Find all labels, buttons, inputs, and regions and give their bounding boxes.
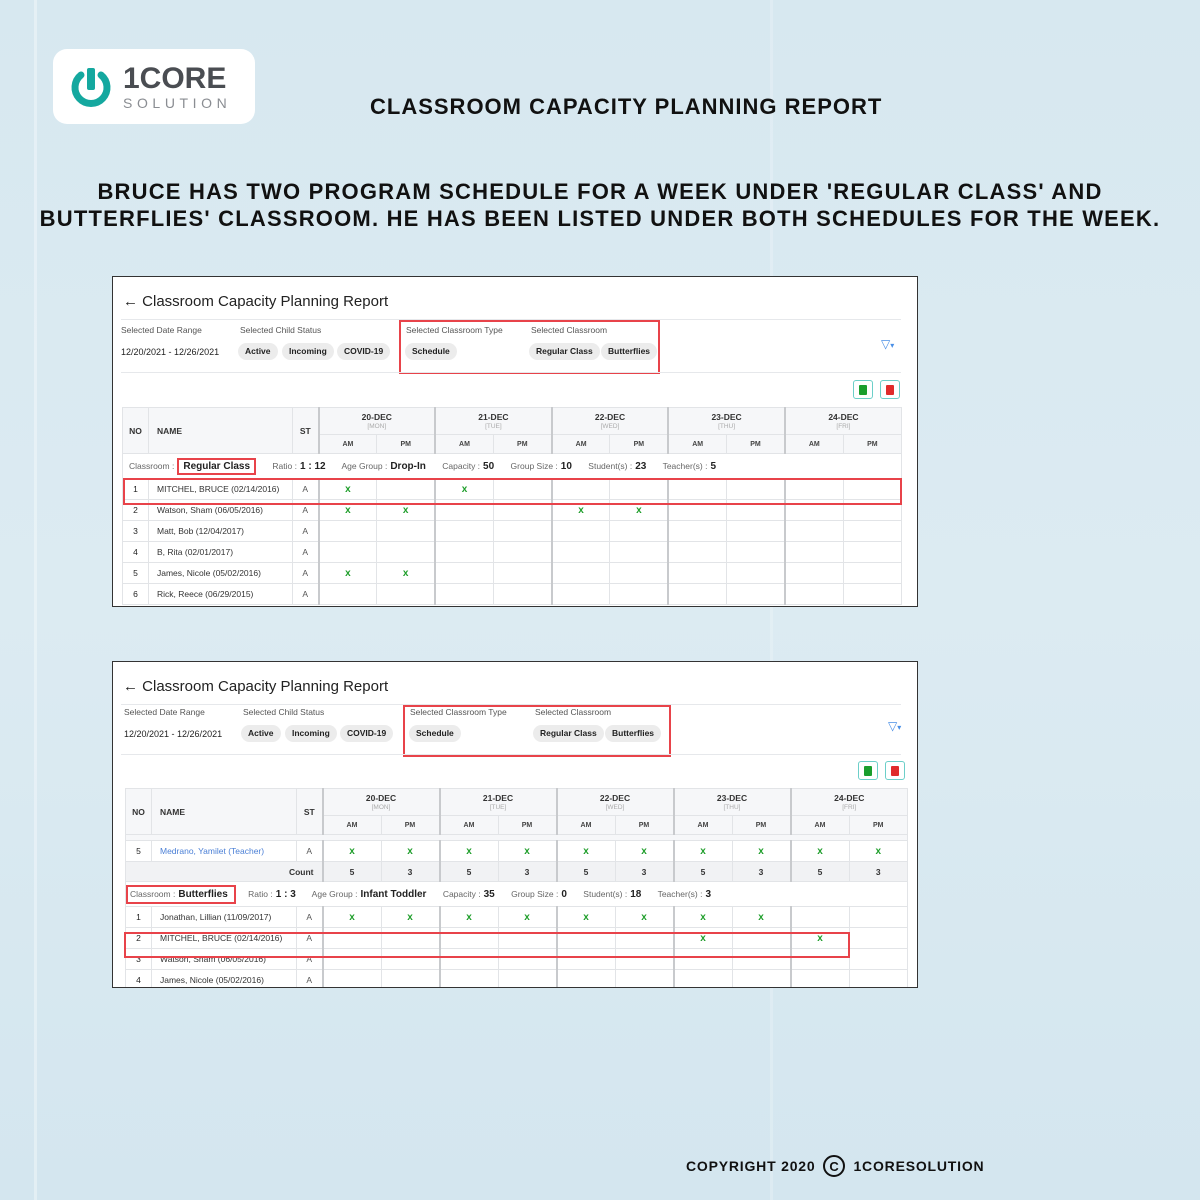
cell-st: A [293, 563, 319, 584]
col-day-5: 24-DEC [FRI] [785, 408, 902, 435]
schedule-cell [727, 542, 785, 563]
schedule-cell: x [849, 841, 908, 862]
schedule-cell [785, 584, 843, 605]
copyright-icon: C [823, 1155, 845, 1177]
cell-no: 3 [126, 949, 152, 970]
pdf-file-icon [891, 766, 899, 776]
col-day-3: 22-DEC [WED] [557, 789, 674, 816]
classroom-type-label: Selected Classroom Type [406, 325, 503, 335]
schedule-cell: x [732, 841, 791, 862]
export-excel-button[interactable] [858, 761, 878, 780]
col-pm: PM [615, 816, 674, 835]
schedule-cell [615, 970, 674, 989]
col-pm: PM [610, 435, 668, 454]
count-label: Count [126, 862, 323, 882]
schedule-cell [849, 928, 908, 949]
schedule-cell: x [319, 500, 377, 521]
chip-schedule[interactable]: Schedule [409, 725, 461, 742]
col-am: AM [791, 816, 850, 835]
table-row[interactable] [123, 584, 902, 605]
schedule-cell [377, 584, 435, 605]
chip-incoming[interactable]: Incoming [282, 343, 334, 360]
cell-name[interactable]: B, Rita (02/01/2017) [149, 542, 293, 563]
col-day-2: 21-DEC [TUE] [440, 789, 557, 816]
schedule-cell: x [732, 907, 791, 928]
report-title[interactable]: ← Classroom Capacity Planning Report [123, 293, 389, 310]
schedule-cell [440, 970, 499, 989]
schedule-cell [732, 970, 791, 989]
chip-active[interactable]: Active [238, 343, 278, 360]
schedule-cell [610, 563, 668, 584]
schedule-cell [377, 521, 435, 542]
schedule-cell: x [791, 928, 850, 949]
chip-butterflies[interactable]: Butterflies [601, 343, 657, 360]
cell-name[interactable]: James, Nicole (05/02/2016) [149, 563, 293, 584]
report-title[interactable]: ← Classroom Capacity Planning Report [123, 678, 389, 695]
schedule-cell: x [610, 500, 668, 521]
schedule-cell: x [498, 841, 557, 862]
pdf-file-icon [886, 385, 894, 395]
cell-name[interactable]: Matt, Bob (12/04/2017) [149, 521, 293, 542]
highlight-filter-box [399, 320, 660, 374]
schedule-cell [319, 584, 377, 605]
schedule-cell [849, 907, 908, 928]
logo-wordmark: 1CORE [123, 61, 227, 95]
col-name: NAME [152, 789, 297, 835]
schedule-cell [381, 970, 440, 989]
schedule-cell [849, 970, 908, 989]
cell-name[interactable]: Watson, Sham (06/05/2016) [149, 500, 293, 521]
col-pm: PM [493, 435, 551, 454]
excel-file-icon [859, 385, 867, 395]
chip-schedule[interactable]: Schedule [405, 343, 457, 360]
page-title: CLASSROOM CAPACITY PLANNING REPORT [370, 94, 883, 119]
schedule-cell [493, 542, 551, 563]
classroom-label: Selected Classroom [535, 707, 612, 717]
schedule-cell [843, 542, 901, 563]
cell-name[interactable]: Jonathan, Lillian (11/09/2017) [152, 907, 297, 928]
cell-name[interactable]: MITCHEL, BRUCE (02/14/2016) [149, 479, 293, 500]
schedule-cell [610, 584, 668, 605]
filter-icon[interactable]: ▽▾ [888, 719, 902, 733]
cell-no: 3 [123, 521, 149, 542]
col-pm: PM [498, 816, 557, 835]
cell-no: 6 [123, 584, 149, 605]
cell-name[interactable]: Medrano, Yamilet (Teacher) [152, 841, 297, 862]
company-logo [53, 49, 255, 124]
schedule-cell [552, 521, 610, 542]
schedule-cell: x [377, 563, 435, 584]
power-logo-icon [69, 65, 113, 109]
schedule-cell: x [557, 907, 616, 928]
cell-st: A [293, 542, 319, 563]
col-pm: PM [732, 816, 791, 835]
schedule-cell [727, 521, 785, 542]
schedule-cell [785, 563, 843, 584]
headline-line-1: BRUCE HAS TWO PROGRAM SCHEDULE FOR A WEEK UNDER 'REGULAR CLASS' AND [97, 179, 1103, 204]
col-pm: PM [843, 435, 901, 454]
cell-no: 5 [126, 841, 152, 862]
col-am: AM [668, 435, 726, 454]
chip-covid19[interactable]: COVID-19 [340, 725, 393, 742]
col-am: AM [435, 435, 493, 454]
col-day-4: 23-DEC [THU] [668, 408, 785, 435]
schedule-cell [377, 542, 435, 563]
schedule-cell [552, 542, 610, 563]
schedule-cell [791, 970, 850, 989]
schedule-cell: x [552, 500, 610, 521]
col-day-1: 20-DEC [MON] [323, 789, 440, 816]
cell-st: A [297, 949, 323, 970]
col-pm: PM [727, 435, 785, 454]
chip-active[interactable]: Active [241, 725, 281, 742]
schedule-cell: x [323, 907, 382, 928]
schedule-cell [435, 563, 493, 584]
schedule-cell: x [440, 841, 499, 862]
schedule-cell: x [674, 928, 733, 949]
cell-st: A [293, 521, 319, 542]
schedule-cell [668, 584, 726, 605]
col-am: AM [323, 816, 382, 835]
schedule-cell [493, 521, 551, 542]
col-pm: PM [849, 816, 908, 835]
cell-no: 2 [126, 928, 152, 949]
table-row[interactable] [126, 970, 908, 989]
col-am: AM [785, 435, 843, 454]
classroom-info-row: Classroom : Butterflies Ratio : 1 : 3 Age Group : Infant Toddler Capacity : 35 Group Size : 0 Student(s) : 18 Teacher(s) : 3 [126, 882, 908, 907]
classroom-info-row: Classroom : Regular Class Ratio : 1 : 12 Age Group : Drop-In Capacity : 50 Group Size : 10 Student(s) : 23 Teacher(s) : 5 [123, 454, 902, 479]
schedule-cell [610, 521, 668, 542]
schedule-cell: x [557, 841, 616, 862]
schedule-cell: x [319, 563, 377, 584]
schedule-cell: x [319, 479, 377, 500]
col-name: NAME [149, 408, 293, 454]
col-day-5: 24-DEC [FRI] [791, 789, 908, 816]
logo-subtitle: SOLUTION [123, 94, 232, 111]
schedule-cell: x [615, 907, 674, 928]
col-day-2: 21-DEC [TUE] [435, 408, 552, 435]
headline [20, 178, 1180, 232]
report-screenshot-butterflies [112, 661, 918, 988]
cell-no: 5 [123, 563, 149, 584]
schedule-cell [674, 970, 733, 989]
col-st: ST [293, 408, 319, 454]
report-screenshot-regular-class [112, 276, 918, 607]
schedule-cell [552, 563, 610, 584]
schedule-cell: x [381, 907, 440, 928]
schedule-cell [435, 584, 493, 605]
schedule-cell [668, 521, 726, 542]
col-pm: PM [381, 816, 440, 835]
col-am: AM [557, 816, 616, 835]
col-am: AM [674, 816, 733, 835]
excel-file-icon [864, 766, 872, 776]
chip-regular-class[interactable]: Regular Class [529, 343, 600, 360]
col-no: NO [126, 789, 152, 835]
date-range-value: 12/20/2021 - 12/26/2021 [124, 729, 223, 739]
date-range-value: 12/20/2021 - 12/26/2021 [121, 347, 220, 357]
export-excel-button[interactable] [853, 380, 873, 399]
cell-st: A [293, 500, 319, 521]
schedule-cell: x [440, 907, 499, 928]
date-range-label: Selected Date Range [121, 325, 202, 335]
highlight-bruce-row [123, 478, 902, 505]
col-no: NO [123, 408, 149, 454]
schedule-cell [791, 907, 850, 928]
col-am: AM [440, 816, 499, 835]
classroom-name: Butterflies [178, 888, 228, 900]
schedule-cell [843, 521, 901, 542]
schedule-cell: x [498, 907, 557, 928]
cell-name[interactable]: Watson, Sham (06/05/2016) [152, 949, 297, 970]
cell-st: A [293, 479, 319, 500]
schedule-cell [668, 563, 726, 584]
classroom-label: Selected Classroom [531, 325, 608, 335]
highlight-filter-box [403, 705, 671, 757]
col-st: ST [297, 789, 323, 835]
schedule-cell: x [791, 841, 850, 862]
schedule-cell [493, 584, 551, 605]
schedule-cell [727, 584, 785, 605]
cell-no: 1 [123, 479, 149, 500]
col-day-4: 23-DEC [THU] [674, 789, 791, 816]
schedule-cell: x [674, 841, 733, 862]
col-pm: PM [377, 435, 435, 454]
copyright: COPYRIGHT 2020 C 1CORESOLUTION [686, 1155, 984, 1177]
col-am: AM [319, 435, 377, 454]
schedule-cell [843, 563, 901, 584]
cell-st: A [297, 970, 323, 989]
table-row[interactable] [123, 542, 902, 563]
cell-st: A [297, 928, 323, 949]
schedule-cell [319, 521, 377, 542]
schedule-cell [435, 542, 493, 563]
schedule-cell [552, 584, 610, 605]
schedule-cell [610, 542, 668, 563]
table-row[interactable] [123, 563, 902, 584]
highlight-bruce-row [124, 932, 850, 958]
child-status-label: Selected Child Status [243, 707, 325, 717]
headline-line-2: BUTTERFLIES' CLASSROOM. HE HAS BEEN LISTED UNDER BOTH SCHEDULES FOR THE WEEK. [39, 206, 1161, 231]
schedule-cell [785, 542, 843, 563]
schedule-cell: x [615, 841, 674, 862]
schedule-cell: x [381, 841, 440, 862]
schedule-cell [727, 563, 785, 584]
schedule-cell [668, 542, 726, 563]
col-am: AM [552, 435, 610, 454]
schedule-cell [323, 970, 382, 989]
chip-covid19[interactable]: COVID-19 [337, 343, 390, 360]
table-row[interactable] [126, 907, 908, 928]
cell-name[interactable]: James, Nicole (05/02/2016) [152, 970, 297, 989]
col-day-3: 22-DEC [WED] [552, 408, 669, 435]
cell-st: A [293, 584, 319, 605]
chip-regular-class[interactable]: Regular Class [533, 725, 604, 742]
chip-incoming[interactable]: Incoming [285, 725, 337, 742]
count-row: Count 5 3 5 3 5 3 5 3 5 3 [126, 862, 908, 882]
capacity-table [122, 407, 902, 605]
child-status-label: Selected Child Status [240, 325, 322, 335]
cell-name[interactable]: MITCHEL, BRUCE (02/14/2016) [152, 928, 297, 949]
table-row[interactable] [126, 841, 908, 862]
classroom-name: Regular Class [177, 458, 256, 475]
filter-icon[interactable]: ▽▾ [881, 337, 895, 351]
cell-no: 4 [126, 970, 152, 989]
classroom-type-label: Selected Classroom Type [410, 707, 507, 717]
schedule-cell: x [674, 907, 733, 928]
schedule-cell: x [377, 500, 435, 521]
schedule-cell [849, 949, 908, 970]
cell-name[interactable]: Rick, Reece (06/29/2015) [149, 584, 293, 605]
chip-butterflies[interactable]: Butterflies [605, 725, 661, 742]
schedule-cell [319, 542, 377, 563]
table-row[interactable] [123, 521, 902, 542]
schedule-cell: x [435, 479, 493, 500]
date-range-label: Selected Date Range [124, 707, 205, 717]
schedule-cell [785, 521, 843, 542]
schedule-cell: x [323, 841, 382, 862]
cell-st: A [297, 841, 323, 862]
capacity-table [125, 788, 908, 988]
cell-no: 1 [126, 907, 152, 928]
schedule-cell [498, 970, 557, 989]
cell-st: A [297, 907, 323, 928]
cell-no: 4 [123, 542, 149, 563]
cell-no: 2 [123, 500, 149, 521]
schedule-cell [493, 563, 551, 584]
col-day-1: 20-DEC [MON] [319, 408, 436, 435]
export-pdf-button[interactable] [880, 380, 900, 399]
export-pdf-button[interactable] [885, 761, 905, 780]
schedule-cell [435, 521, 493, 542]
schedule-cell [843, 584, 901, 605]
schedule-cell [557, 970, 616, 989]
